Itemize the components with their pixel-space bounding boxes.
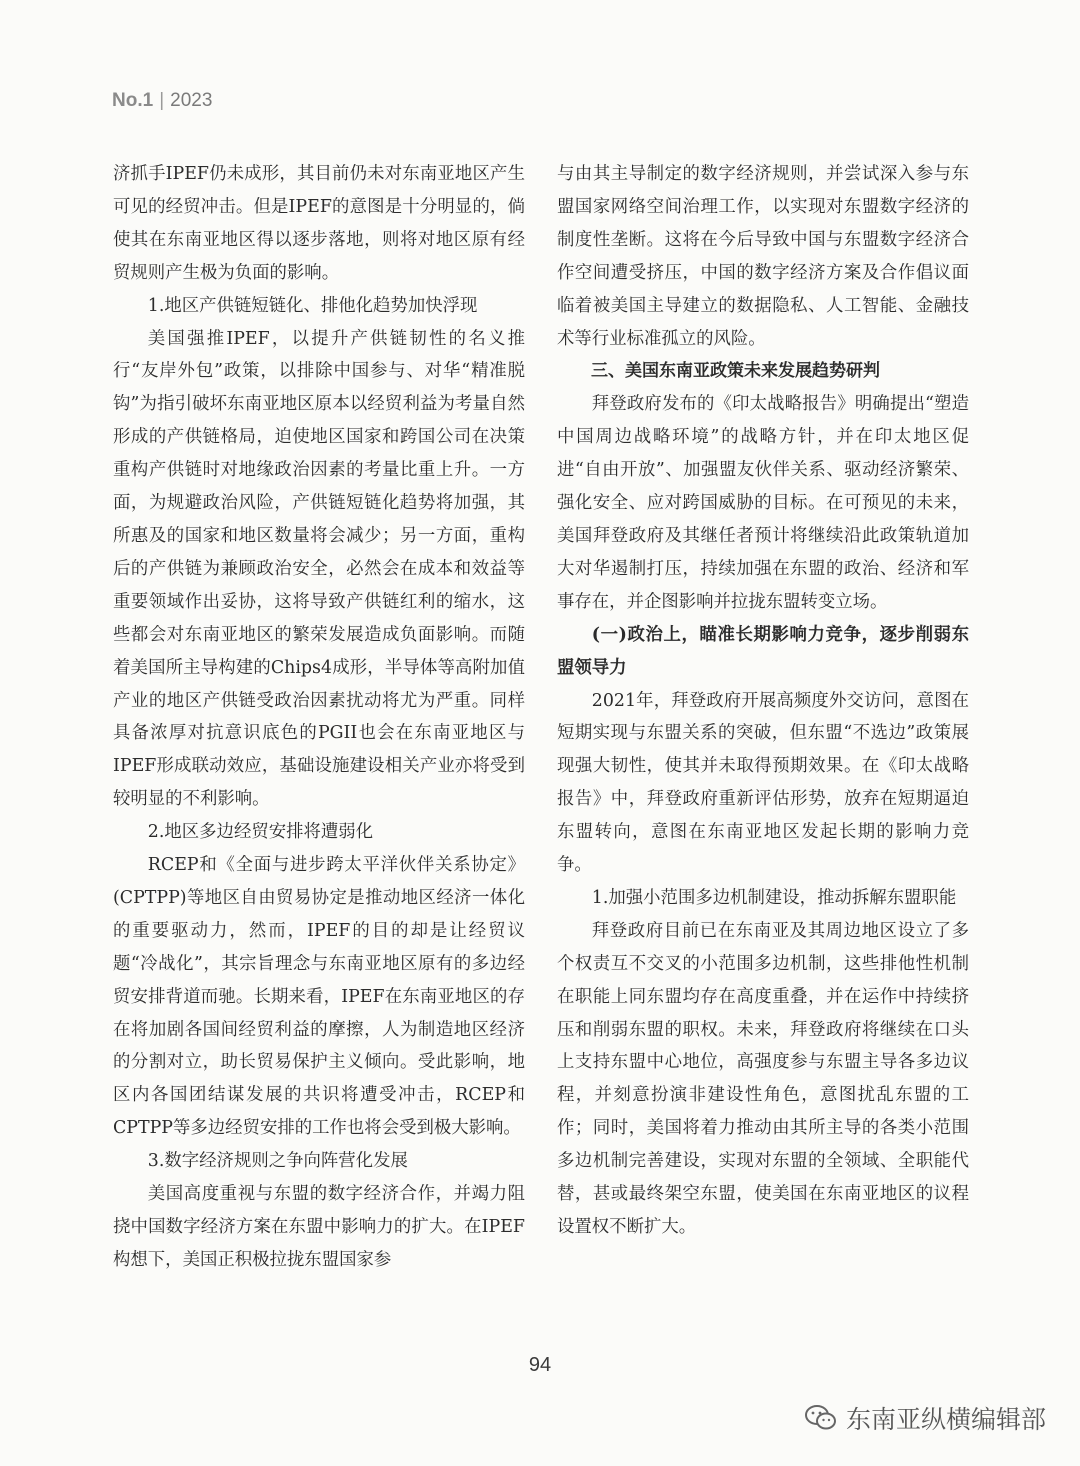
paragraph: 2021年，拜登政府开展高频度外交访问，意图在短期实现与东盟关系的突破，但东盟“不选边”政策展现强大韧性，使其并未取得预期效果。在《印太战略报告》中，拜登政府重新评估形势，放弃在短期逼迫东盟转向，意图在东南亚地区发起长期的影响力竞争。 [557, 690, 969, 876]
paragraph: 美国高度重视与东盟的数字经济合作，并竭力阻挠中国数字经济方案在东盟中影响力的扩大。在IPEF构想下，美国正积极拉拢东盟国家参 [113, 1184, 525, 1270]
running-header [112, 90, 212, 112]
issue-year: 2023 [170, 90, 213, 111]
paragraph: 美国强推IPEF，以提升产供链韧性的名义推行“友岸外包”政策，以排除中国参与、对华“精准脱钩”为指引破坏东南亚地区原本以经贸利益为考量自然形成的产供链格局，迫使地区国家和跨国公司在决策重构产供链时对地缘政治因素的考量比重上升。一方面，为规避政治风险，产供链短链化趋势将加强，其所惠及的国家和地区数量将会减少；另一方面，重构后的产供链为兼顾政治安全，必然会在成本和效益等重要领域作出妥协，这将导致产供链红利的缩水，这些都会对东南亚地区的繁荣发展造成负面影响。而随着美国所主导构建的Chips4成形，半导体等高附加值产业的地区产供链受政治因素扰动将尤为严重。同样具备浓厚对抗意识底色的PGII也会在东南亚地区与IPEF形成联动效应，基础设施建设相关产业亦将受到较明显的不利影响。 [113, 328, 525, 810]
paragraph: RCEP和《全面与进步跨太平洋伙伴关系协定》(CPTPP)等地区自由贸易协定是推动地区经济一体化的重要驱动力，然而，IPEF的目的却是让经贸议题“冷战化”，其宗旨理念与东南亚地区原有的多边经贸安排背道而驰。长期来看，IPEF在东南亚地区的存在将加剧各国间经贸利益的摩擦，人为制造地区经济的分割对立，助长贸易保护主义倾向。受此影响，地区内各国团结谋发展的共识将遭受冲击，RCEP和CPTPP等多边经贸安排的工作也将会受到极大影响。 [113, 855, 525, 1139]
header-divider: | [159, 90, 165, 111]
watermark-text: 东南亚纵横编辑部 [845, 1405, 1046, 1434]
watermark [804, 1400, 1046, 1436]
section-heading: 三、美国东南亚政策未来发展趋势研判 [591, 361, 880, 382]
right-column [557, 158, 969, 1244]
subsection-heading: (一)政治上，瞄准长期影响力竞争，逐步削弱东盟领导力 [557, 624, 969, 678]
paragraph: 与由其主导制定的数字经济规则，并尝试深入参与东盟国家网络空间治理工作，以实现对东盟数字经济的制度性垄断。这将在今后导致中国与东盟数字经济合作空间遭受挤压，中国的数字经济方案及合作倡议面临着被美国主导建立的数据隐私、人工智能、金融技术等行业标准孤立的风险。 [557, 164, 969, 349]
paragraph: 拜登政府发布的《印太战略报告》明确提出“塑造中国周边战略环境”的战略方针，并在印太地区促进“自由开放”、加强盟友伙伴关系、驱动经济繁荣、强化安全、应对跨国威胁的目标。在可预见的未来，美国拜登政府及其继任者预计将继续沿此政策轨道加大对华遏制打压，持续加强在东盟的政治、经济和军事存在，并企图影响并拉拢东盟转变立场。 [557, 394, 969, 612]
subheading: 1.加强小范围多边机制建设，推动拆解东盟职能 [591, 887, 957, 908]
subheading: 1.地区产供链短链化、排他化趋势加快浮现 [147, 295, 478, 316]
issue-number: No.1 [112, 90, 154, 111]
paragraph: 济抓手IPEF仍未成形，其目前仍未对东南亚地区产生可见的经贸冲击。但是IPEF的意图是十分明显的，倘使其在东南亚地区得以逐步落地，则将对地区原有经贸规则产生极为负面的影响。 [113, 164, 525, 283]
page-number: 94 [528, 1354, 552, 1376]
paragraph: 拜登政府目前已在东南亚及其周边地区设立了多个权责互不交叉的小范围多边机制，这些排他性机制在职能上同东盟均存在高度重叠，并在运作中持续挤压和削弱东盟的职权。未来，拜登政府将继续在口头上支持东盟中心地位，高强度参与东盟主导各多边议程，并刻意扮演非建设性角色，意图扰乱东盟的工作；同时，美国将着力推动由其所主导的各类小范围多边机制完善建设，实现对东盟的全领域、全职能代替，甚或最终架空东盟，使美国在东南亚地区的议程设置权不断扩大。 [557, 920, 969, 1237]
subheading: 3.数字经济规则之争向阵营化发展 [147, 1151, 408, 1172]
subheading: 2.地区多边经贸安排将遭弱化 [147, 822, 374, 843]
left-column [113, 158, 525, 1277]
wechat-icon [804, 1403, 838, 1433]
